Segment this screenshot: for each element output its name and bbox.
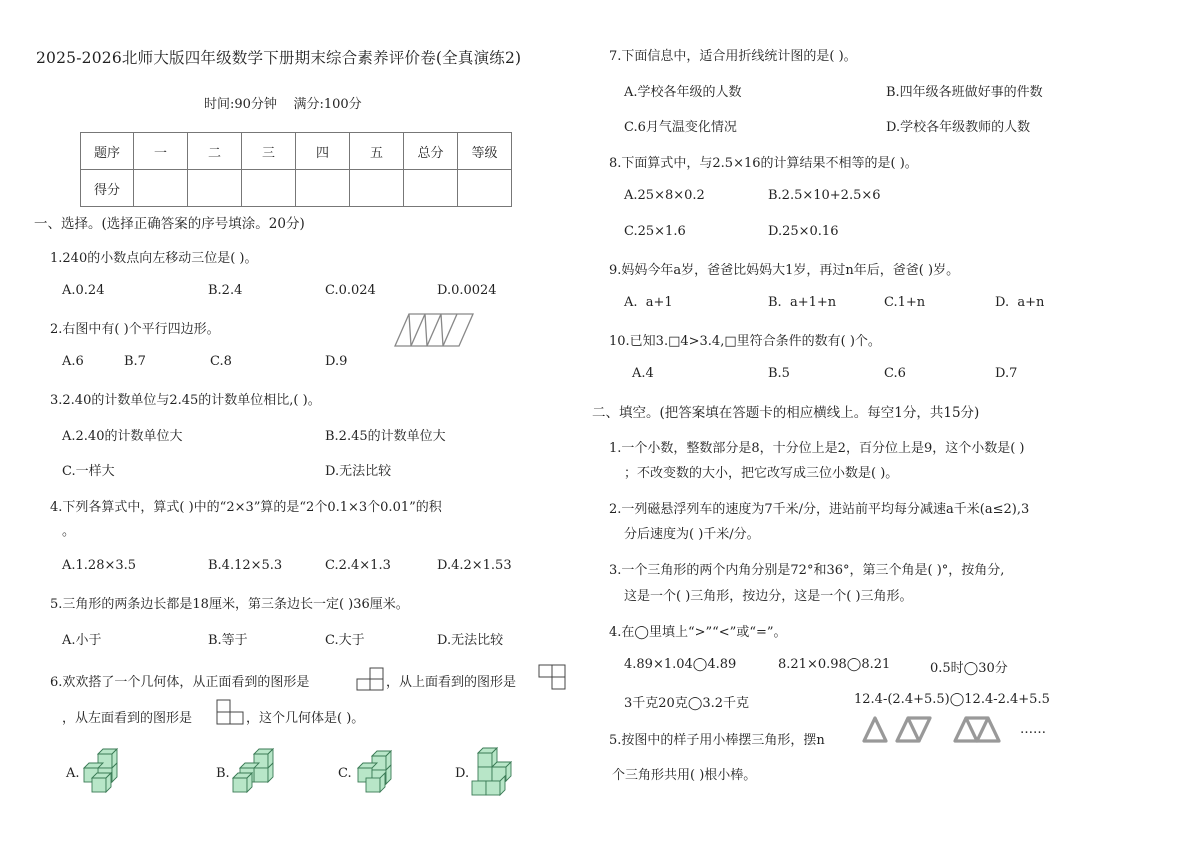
answer-option[interactable]: A. a+1 [624,295,673,310]
score-header-cell: 总分 [404,133,458,170]
answer-option[interactable]: A.25×8×0.2 [624,188,705,203]
score-input-cell[interactable] [404,170,458,207]
answer-option[interactable]: B.7 [124,354,146,369]
answer-option[interactable]: B. [216,766,230,781]
score-row-label: 得分 [81,170,134,207]
fill-question: 1.一个小数，整数部分是8，十分位上是2，百分位上是9，这个小数是( ) [609,441,1025,456]
cube-figure-d[interactable] [470,746,518,800]
score-input-cell[interactable] [242,170,296,207]
answer-option[interactable]: B.等于 [208,633,248,648]
cube-figure-b[interactable] [230,746,280,796]
answer-option[interactable]: C.25×1.6 [624,224,686,239]
answer-option[interactable]: B.2.4 [208,283,243,298]
answer-option[interactable]: C.一样大 [62,464,115,479]
question-stem: ，从左面看到的图形是 [62,711,193,726]
fill-question-continued: 这是一个( )三角形，按边分，这是一个( )三角形。 [624,589,913,604]
answer-option[interactable]: B.4.12×5.3 [208,558,283,573]
comparison-item[interactable]: 8.21×0.98◯8.21 [778,657,891,672]
answer-option[interactable]: D.无法比较 [325,464,392,479]
exam-time-info: 时间:90分钟 满分:100分 [204,97,362,112]
question-stem: ，这个几何体是( )。 [246,711,365,726]
answer-option[interactable]: D.9 [325,354,348,369]
score-header-cell: 等级 [458,133,512,170]
answer-option[interactable]: D.无法比较 [437,633,504,648]
score-input-cell[interactable] [188,170,242,207]
ellipsis-text: …… [1020,722,1046,737]
fill-question: 5.按图中的样子用小棒摆三角形，摆n [609,733,825,748]
question-stem: ，从上面看到的图形是 [386,675,517,690]
cube-figure-a[interactable] [80,746,126,796]
score-header-cell: 题序 [81,133,134,170]
answer-option[interactable]: A.0.24 [62,283,105,298]
answer-option[interactable]: D. a+n [995,295,1045,310]
score-header-cell: 三 [242,133,296,170]
score-header-cell: 二 [188,133,242,170]
answer-option[interactable]: B.2.5×10+2.5×6 [768,188,881,203]
question-stem-continued: 。 [62,524,76,539]
question-stem: 6.欢欢搭了一个几何体，从正面看到的图形是 [50,675,310,690]
answer-option[interactable]: A.6 [62,354,84,369]
score-table-score-row [81,170,512,207]
front-view-icon [356,667,384,691]
question-stem: 5.三角形的两条边长都是18厘米，第三条边长一定( )36厘米。 [50,597,409,612]
answer-option[interactable]: A.2.40的计数单位大 [62,429,183,444]
answer-option[interactable]: A.小于 [62,633,102,648]
fill-question: 2.一列磁悬浮列车的速度为7千米/分，进站前平均每分减速a千米(a≤2),3 [609,502,1030,517]
fill-question-continued: ；不改变数的大小，把它改写成三位小数是( )。 [624,466,899,481]
score-header-cell: 一 [134,133,188,170]
score-header-cell: 四 [296,133,350,170]
answer-option[interactable]: B. a+1+n [768,295,837,310]
answer-option[interactable]: B.2.45的计数单位大 [325,429,446,444]
answer-option[interactable]: D.0.0024 [437,283,497,298]
fill-question: 3.一个三角形的两个内角分别是72°和36°，第三个角是( )°，按角分, [609,563,1005,578]
left-view-icon [216,699,244,725]
page-title: 2025-2026北师大版四年级数学下册期末综合素养评价卷(全真演练2) [36,49,522,67]
question-stem: 7.下面信息中，适合用折线统计图的是( )。 [609,49,857,64]
comparison-item[interactable]: 0.5时◯30分 [930,661,1008,676]
answer-option[interactable]: C.6月气温变化情况 [624,120,737,135]
section-heading: 二、填空。(把答案填在答题卡的相应横线上。每空1分，共15分) [592,405,980,421]
question-stem: 1.240的小数点向左移动三位是( )。 [50,251,258,266]
score-table [80,132,512,207]
section-heading: 一、选择。(选择正确答案的序号填涂。20分) [34,216,305,232]
answer-option[interactable]: C.8 [210,354,232,369]
score-input-cell[interactable] [350,170,404,207]
answer-option[interactable]: A.4 [632,366,654,381]
answer-option[interactable]: D.学校各年级教师的人数 [886,120,1031,135]
answer-option[interactable]: C.6 [884,366,906,381]
score-input-cell[interactable] [134,170,188,207]
question-stem: 10.已知3.□4>3.4,□里符合条件的数有( )个。 [609,334,881,349]
answer-option[interactable]: D. [455,766,470,781]
answer-option[interactable]: B.四年级各班做好事的件数 [886,85,1043,100]
answer-option[interactable]: C.2.4×1.3 [325,558,391,573]
stick-triangles-figure [862,715,1022,745]
question-stem: 8.下面算式中，与2.5×16的计算结果不相等的是( )。 [609,156,918,171]
answer-option[interactable]: A. [66,766,80,781]
cube-figure-c[interactable] [352,746,402,796]
answer-option[interactable]: A.1.28×3.5 [62,558,137,573]
score-header-cell: 五 [350,133,404,170]
score-table-header-row [81,133,512,170]
score-input-cell[interactable] [458,170,512,207]
answer-option[interactable]: D.4.2×1.53 [437,558,512,573]
top-view-icon [538,664,566,690]
question-stem: 3.2.40的计数单位与2.45的计数单位相比,( )。 [50,393,321,408]
question-stem: 4.下列各算式中，算式( )中的“2×3”算的是“2个0.1×3个0.01”的积 [50,500,442,515]
answer-option[interactable]: C. [338,766,352,781]
answer-option[interactable]: A.学校各年级的人数 [624,85,742,100]
answer-option[interactable]: D.7 [995,366,1018,381]
fill-question-continued: 分后速度为( )千米/分。 [624,527,760,542]
answer-option[interactable]: B.5 [768,366,790,381]
answer-option[interactable]: C.0.024 [325,283,376,298]
parallelogram-figure [395,312,475,348]
comparison-item[interactable]: 4.89×1.04◯4.89 [624,657,737,672]
answer-option[interactable]: C.1+n [884,295,926,310]
comparison-item[interactable]: 12.4-(2.4+5.5)◯12.4-2.4+5.5 [854,692,1050,707]
comparison-item[interactable]: 3千克20克◯3.2千克 [624,696,750,711]
fill-question: 4.在◯里填上“>”“<”或“=”。 [609,625,787,640]
score-input-cell[interactable] [296,170,350,207]
question-stem: 9.妈妈今年a岁，爸爸比妈妈大1岁，再过n年后，爸爸( )岁。 [609,263,960,278]
fill-question-continued: 个三角形共用( )根小棒。 [612,768,757,783]
question-stem: 2.右图中有( )个平行四边形。 [50,322,220,337]
answer-option[interactable]: D.25×0.16 [768,224,839,239]
answer-option[interactable]: C.大于 [325,633,365,648]
